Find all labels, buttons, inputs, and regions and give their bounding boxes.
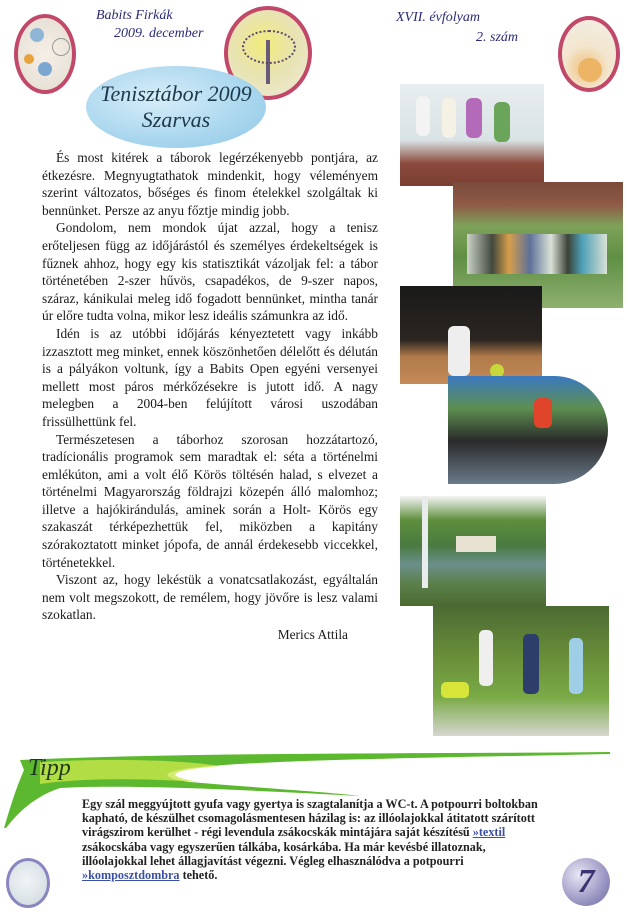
article-title-oval: [86, 66, 266, 148]
page-number: 7: [562, 858, 610, 906]
article-location: Szarvas: [141, 107, 211, 132]
photo-group-in-park: [433, 606, 609, 736]
tipp-text: [82, 797, 552, 882]
tipp-text-part: tehető.: [179, 868, 218, 883]
article-author: Merics Attila: [277, 627, 348, 643]
planets-illustration: [14, 14, 76, 94]
publication-date: 2009. december: [114, 26, 204, 41]
article-paragraph: És most kitérek a táborok legérzékenyebb pontjára, az étkezésre. Megnyugtathatok mindenkit, hogy véleményem szerint változatos, bőséges és finom ételekkel szolgáltak ki bennünket. Persze az anyu főztje mindig jobb.: [42, 150, 378, 218]
photo-lake-fountain: [400, 496, 546, 606]
article-title: Tenisztábor 2009: [100, 81, 252, 106]
textil-link[interactable]: »textil: [472, 825, 506, 840]
tipp-text-part: Egy szál meggyújtott gyufa vagy gyertya is szagtalanítja a WC-t. A potpourri boltokban kapható, de készülhet csomagolásmentesen házilag is: az illóolajokkal átitatott szárított virágszirom kerülhet - régi levendula zsákocskák mintájára saját készítésű: [82, 797, 538, 840]
article-paragraph: Természetesen a táborhoz szorosan hozzátartozó, tradícionális programok sem maradtak el: séta a történelmi emlékúton, ami a volt élő Körös töltésén halad, s elvezet a történelmi Magyarország földrajzi közepén álló malomhoz; illetve a hajókirándulás, aminek során a Holt- Körös egy szakaszát térképezhettük fel, miközben a kapitány szórakoztatott minket jópofa, de annál érdekesebb viccekkel, történetekkel.: [42, 431, 378, 570]
tipp-heading: Tipp: [28, 755, 71, 781]
clock-illustration: [6, 858, 50, 908]
volume-label: XVII. évfolyam: [396, 10, 480, 25]
article-paragraph: Idén is az utóbbi időjárás kényeztetett vagy inkább izzasztott meg minket, ennek köszönhetően délelőtt és délután is a pályákon voltunk, így a Babits Open egyéni versenyei mellett most páros mérkőzésekre is jutott idő. A nagy melegben a 2004-ben felújított városi uszodában frissülhettünk fel.: [42, 325, 378, 429]
sun-illustration: [558, 16, 620, 92]
photo-girls-on-bench: [400, 84, 544, 186]
komposztdomb-link[interactable]: »komposztdombra: [82, 868, 180, 883]
tipp-text-part: zsákocskába vagy egyszerűen tálkába, kosárkába. Ha már kevésbé illatoznak, illóolajokkal lehet állagjavítást végezni. Végleg elhasználódva a potpourri: [82, 839, 486, 868]
publication-name: Babits Firkák: [96, 8, 173, 23]
issue-label: 2. szám: [476, 30, 519, 45]
article-paragraph: Viszont az, hogy lekéstük a vonatcsatlakozást, egyáltalán nem volt megszokott, de remélem, hogy jövőre is lesz valami szokatlan.: [42, 572, 378, 623]
article-paragraph: Gondolom, nem mondok újat azzal, hogy a tenisz erőteljesen függ az időjárástól és személyes érdekeltségek is fűznek ahhoz, hogy egy kis statisztikát vázoljak fel: a tábor történetében 2-szer hűvös, csapadékos, de 9-szer napos, száraz, kánikulai meleg idő fogadott bennünket, mintha tanár úr előre tudta volna, mikor lesz ideális számunkra az idő.: [42, 220, 378, 324]
article-body: [42, 149, 378, 644]
photo-tennis-coach: [400, 286, 542, 384]
photo-boat-trip: [448, 376, 608, 484]
